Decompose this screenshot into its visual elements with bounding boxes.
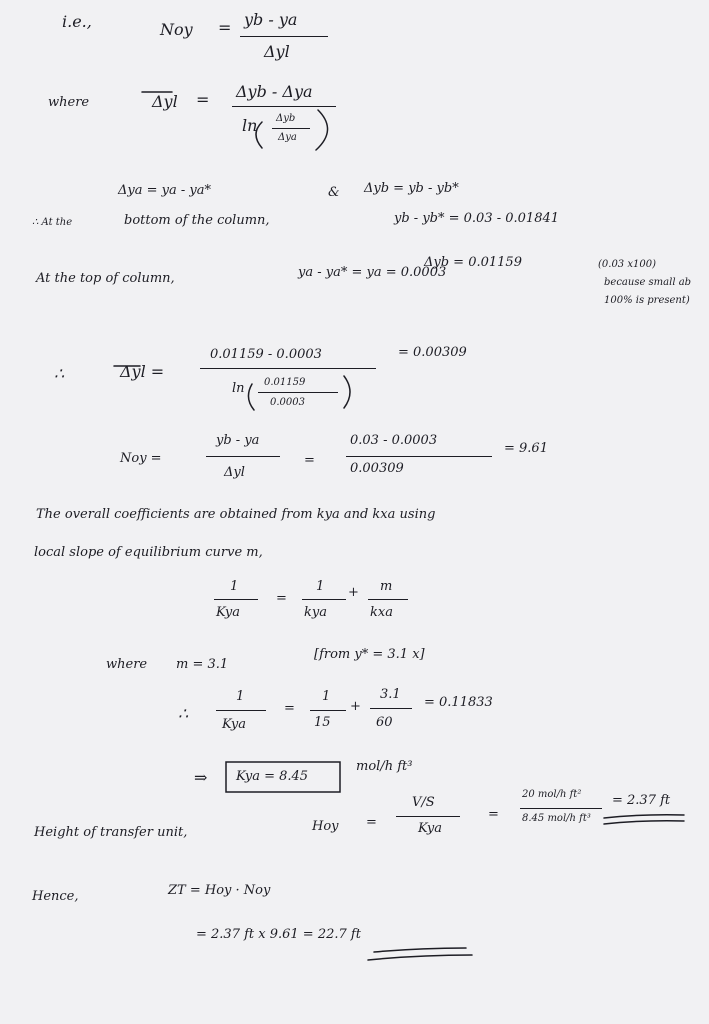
inner-numerator: Δyb bbox=[276, 113, 296, 124]
numerator: yb - ya bbox=[216, 433, 260, 448]
equals-sign: = bbox=[304, 453, 315, 468]
denominator: kya bbox=[304, 605, 327, 620]
inner-numerator: 0.01159 bbox=[264, 377, 306, 388]
implies-symbol: ⇒ bbox=[194, 768, 208, 787]
numerator: 1 bbox=[236, 689, 245, 704]
therefore-symbol: ∴ bbox=[54, 364, 65, 383]
denominator: 60 bbox=[376, 715, 393, 730]
height-of-transfer-unit-label: Height of transfer unit, bbox=[34, 825, 188, 840]
numerator: 3.1 bbox=[380, 687, 401, 702]
noy-symbol: Noy bbox=[160, 20, 193, 39]
slope-value: m = 3.1 bbox=[176, 657, 229, 672]
kya-unit: mol/h ft³ bbox=[356, 759, 413, 774]
ln-symbol: ln bbox=[242, 116, 258, 135]
note-line-2: because small ab bbox=[604, 277, 692, 288]
numerator: V/S bbox=[412, 795, 435, 810]
therefore-symbol: ∴ bbox=[178, 704, 189, 723]
paren-stroke bbox=[344, 376, 350, 408]
delta-ya-definition: Δya = ya - ya* bbox=[118, 183, 211, 198]
denominator: Δyl bbox=[264, 42, 290, 61]
hence-label: Hence, bbox=[32, 889, 79, 904]
numerator: 0.01159 - 0.0003 bbox=[210, 347, 322, 362]
dyl-result: = 0.00309 bbox=[398, 345, 467, 360]
delta-yb-definition: Δyb = yb - yb* bbox=[364, 181, 459, 196]
top-of-column-text: At the top of column, bbox=[36, 271, 175, 286]
equals-sign: = bbox=[196, 90, 210, 109]
dyl-symbol: Δyl bbox=[152, 92, 178, 111]
numerator: m bbox=[380, 579, 393, 594]
note-line-3: 100% is present) bbox=[604, 295, 690, 306]
top-expression: ya - ya* = ya = 0.0003 bbox=[298, 265, 447, 280]
underline-stroke bbox=[368, 955, 472, 960]
note-line-1: (0.03 x100) bbox=[598, 259, 656, 270]
equals-sign: = bbox=[276, 591, 287, 606]
denominator: 15 bbox=[314, 715, 331, 730]
therefore-prefix: ∴ At the bbox=[32, 217, 73, 228]
numerator: 20 mol/h ft² bbox=[522, 789, 582, 800]
denominator: kxa bbox=[370, 605, 393, 620]
numerator: 0.03 - 0.0003 bbox=[350, 433, 438, 448]
denominator: Δyl bbox=[224, 465, 245, 480]
paren-stroke bbox=[256, 122, 262, 148]
ie-label: i.e., bbox=[62, 12, 92, 31]
denominator: Kya bbox=[222, 717, 246, 732]
paren-stroke bbox=[316, 110, 328, 150]
numerator: Δyb - Δya bbox=[236, 82, 313, 101]
dyl-lhs: Δyl = bbox=[120, 362, 165, 381]
underline-stroke bbox=[374, 948, 466, 952]
denominator: 8.45 mol/h ft³ bbox=[522, 813, 591, 824]
plus-sign: + bbox=[348, 585, 359, 600]
zt-calculation: = 2.37 ft x 9.61 = 22.7 ft bbox=[196, 927, 361, 942]
denominator: 0.00309 bbox=[350, 461, 404, 476]
underline-stroke bbox=[604, 815, 684, 818]
delta-yb-value: Δyb = 0.01159 bbox=[424, 255, 522, 270]
inner-denominator: 0.0003 bbox=[270, 397, 305, 408]
equals-sign: = bbox=[366, 815, 377, 830]
local-slope-text: local slope of equilibrium curve m, bbox=[34, 545, 263, 560]
inner-denominator: Δya bbox=[278, 132, 297, 143]
overall-coefficients-text: The overall coefficients are obtained from kya and kxa using bbox=[36, 507, 436, 522]
paren-stroke bbox=[248, 384, 254, 410]
equilibrium-relation: [from y* = 3.1 x] bbox=[314, 647, 425, 662]
ampersand: & bbox=[328, 185, 340, 200]
bottom-of-column-text: bottom of the column, bbox=[124, 213, 270, 228]
hoy-result: = 2.37 ft bbox=[612, 793, 671, 808]
boxed-kya-result: Kya = 8.45 bbox=[236, 769, 309, 784]
bottom-expression: yb - yb* = 0.03 - 0.01841 bbox=[394, 211, 560, 226]
where-label: where bbox=[106, 657, 148, 672]
hoy-symbol: Hoy bbox=[312, 819, 339, 834]
denominator: Kya bbox=[216, 605, 240, 620]
kya-inverse-result: = 0.11833 bbox=[424, 695, 493, 710]
numerator: 1 bbox=[322, 689, 331, 704]
numerator: 1 bbox=[316, 579, 325, 594]
underline-stroke bbox=[604, 821, 684, 824]
equals-sign: = bbox=[284, 701, 295, 716]
result-box bbox=[226, 762, 340, 792]
noy-lhs: Noy = bbox=[120, 451, 162, 466]
where-label: where bbox=[48, 95, 90, 110]
denominator: Kya bbox=[418, 821, 442, 836]
noy-result: = 9.61 bbox=[504, 441, 548, 456]
zt-expression: ZT = Hoy · Noy bbox=[168, 883, 271, 898]
equals-sign: = bbox=[488, 807, 499, 822]
equals-sign: = bbox=[218, 18, 232, 37]
plus-sign: + bbox=[350, 699, 361, 714]
ln-symbol: ln bbox=[232, 381, 245, 396]
numerator: 1 bbox=[230, 579, 239, 594]
numerator: yb - ya bbox=[244, 10, 298, 29]
